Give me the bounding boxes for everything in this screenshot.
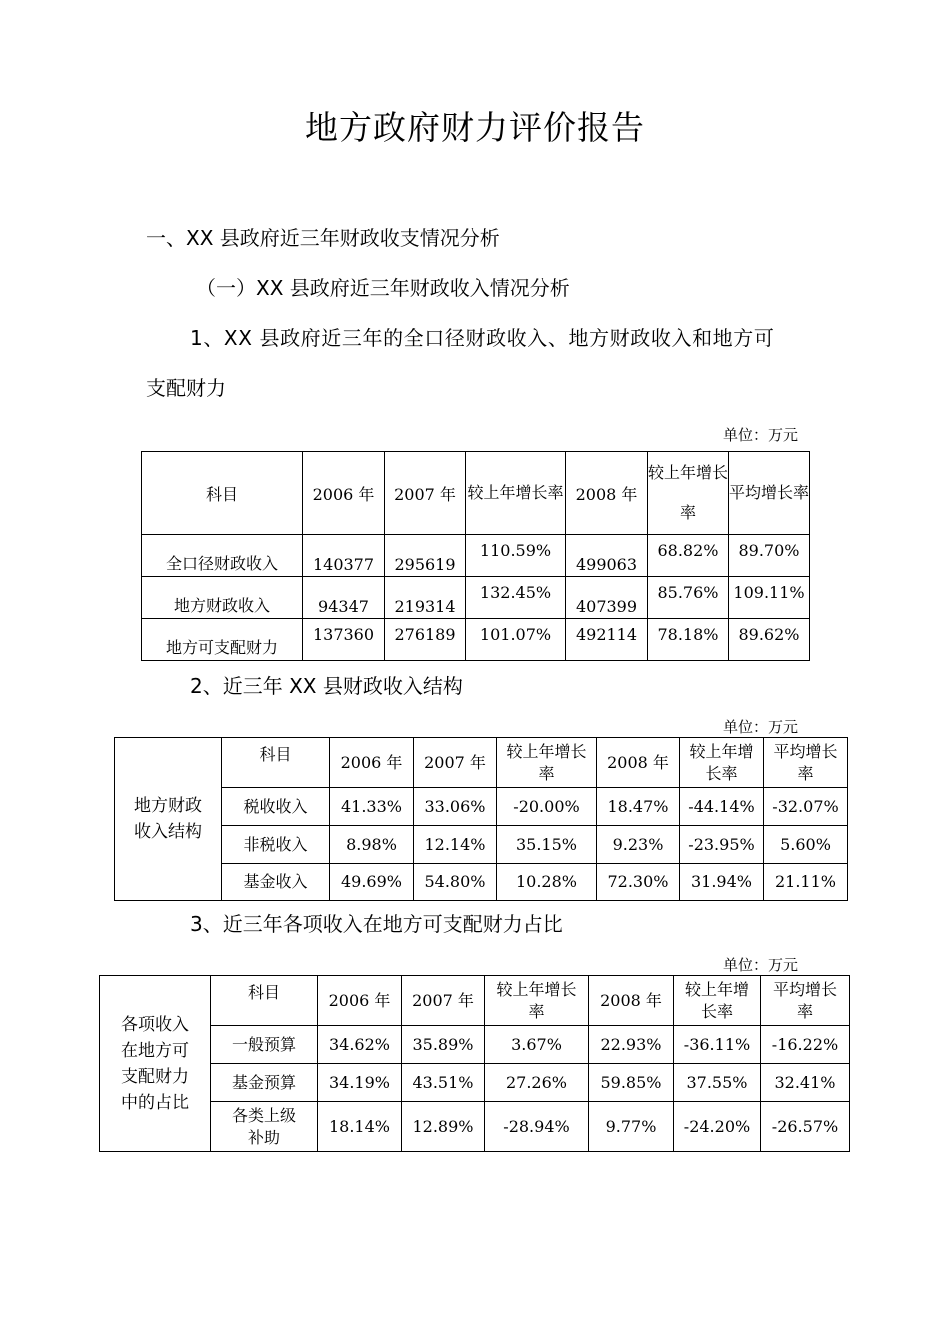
header-cell: 2007 年 <box>402 976 485 1026</box>
cell: 21.11% <box>764 864 848 901</box>
header-cell: 较上年增长率 <box>674 976 761 1026</box>
table-row <box>115 826 848 864</box>
cell: 33.06% <box>414 788 497 826</box>
cell: 59.85% <box>589 1064 674 1102</box>
table-row <box>100 1102 850 1152</box>
cell: 94347 <box>303 577 385 619</box>
cell: -32.07% <box>764 788 848 826</box>
cell: 407399 <box>566 577 648 619</box>
cell: 5.60% <box>764 826 848 864</box>
table-row <box>100 1026 850 1064</box>
cell: 89.62% <box>729 619 810 661</box>
cell: 35.89% <box>402 1026 485 1064</box>
item-heading-1-cont: 支配财力 <box>146 376 226 400</box>
cell: 101.07% <box>466 619 566 661</box>
cell: 10.28% <box>497 864 597 901</box>
cell: 49.69% <box>330 864 414 901</box>
cell: 32.41% <box>761 1064 850 1102</box>
cell: 89.70% <box>729 535 810 577</box>
cell: 18.47% <box>597 788 680 826</box>
page-title: 地方政府财力评价报告 <box>305 108 645 147</box>
header-cell: 2008 年 <box>589 976 674 1026</box>
header-cell: 平均增长率 <box>764 738 848 788</box>
header-cell: 平均增长率 <box>729 452 810 535</box>
cell: 43.51% <box>402 1064 485 1102</box>
cell: 295619 <box>385 535 466 577</box>
cell: 地方财政收入 <box>142 577 303 619</box>
table-header-row <box>115 738 848 788</box>
item-heading-1: 1、XX 县政府近三年的全口径财政收入、地方财政收入和地方可 <box>190 326 775 350</box>
section-heading-1-1: （一）XX 县政府近三年财政收入情况分析 <box>196 276 570 300</box>
cell: 12.89% <box>402 1102 485 1152</box>
cell: 41.33% <box>330 788 414 826</box>
unit-label-1: 单位：万元 <box>723 426 799 444</box>
cell: 132.45% <box>466 577 566 619</box>
table-row <box>100 1064 850 1102</box>
cell: 27.26% <box>485 1064 589 1102</box>
table-row <box>115 788 848 826</box>
table-fiscal-income <box>141 451 810 661</box>
table-row <box>142 535 810 577</box>
table-row <box>142 577 810 619</box>
cell: 一般预算 <box>211 1026 318 1064</box>
header-cell: 2008 年 <box>566 452 648 535</box>
header-cell: 平均增长率 <box>761 976 850 1026</box>
cell: 31.94% <box>680 864 764 901</box>
cell: 基金收入 <box>222 864 330 901</box>
cell: -24.20% <box>674 1102 761 1152</box>
cell: 54.80% <box>414 864 497 901</box>
header-cell: 较上年增长率 <box>485 976 589 1026</box>
table-row <box>115 864 848 901</box>
cell: -20.00% <box>497 788 597 826</box>
cell: 110.59% <box>466 535 566 577</box>
cell: 109.11% <box>729 577 810 619</box>
header-cell: 2008 年 <box>597 738 680 788</box>
header-cell: 2006 年 <box>303 452 385 535</box>
cell: 137360 <box>303 619 385 661</box>
cell: 34.62% <box>318 1026 402 1064</box>
cell: 35.15% <box>497 826 597 864</box>
cell: 非税收入 <box>222 826 330 864</box>
cell: 基金预算 <box>211 1064 318 1102</box>
header-cell: 较上年增长率 <box>466 452 566 535</box>
cell: -36.11% <box>674 1026 761 1064</box>
cell: 各类上级补助 <box>211 1102 318 1152</box>
group-label: 地方财政收入结构 <box>115 738 222 901</box>
cell: 地方可支配财力 <box>142 619 303 661</box>
header-cell: 2006 年 <box>318 976 402 1026</box>
cell: 3.67% <box>485 1026 589 1064</box>
header-cell: 较上年增长率 <box>648 452 729 535</box>
cell: 499063 <box>566 535 648 577</box>
cell: 276189 <box>385 619 466 661</box>
unit-label-2: 单位：万元 <box>723 718 799 736</box>
cell: 37.55% <box>674 1064 761 1102</box>
header-cell: 2006 年 <box>330 738 414 788</box>
cell: 8.98% <box>330 826 414 864</box>
table-income-structure <box>114 737 848 901</box>
cell: 140377 <box>303 535 385 577</box>
header-cell: 2007 年 <box>414 738 497 788</box>
section-heading-1: 一、XX 县政府近三年财政收支情况分析 <box>146 226 500 250</box>
cell: -44.14% <box>680 788 764 826</box>
cell: 22.93% <box>589 1026 674 1064</box>
cell: 68.82% <box>648 535 729 577</box>
header-cell: 2007 年 <box>385 452 466 535</box>
cell: -28.94% <box>485 1102 589 1152</box>
cell: 72.30% <box>597 864 680 901</box>
table-row <box>142 619 810 661</box>
cell: 85.76% <box>648 577 729 619</box>
header-cell: 科目 <box>142 452 303 535</box>
cell: 9.77% <box>589 1102 674 1152</box>
item-heading-3: 3、近三年各项收入在地方可支配财力占比 <box>190 912 563 936</box>
cell: 34.19% <box>318 1064 402 1102</box>
table-header-row <box>142 452 810 535</box>
cell: 78.18% <box>648 619 729 661</box>
unit-label-3: 单位：万元 <box>723 956 799 974</box>
cell: 219314 <box>385 577 466 619</box>
cell: 492114 <box>566 619 648 661</box>
cell: 12.14% <box>414 826 497 864</box>
table-header-row <box>100 976 850 1026</box>
table-disposable-share <box>99 975 850 1152</box>
cell: 18.14% <box>318 1102 402 1152</box>
cell: 全口径财政收入 <box>142 535 303 577</box>
group-label: 各项收入在地方可支配财力中的占比 <box>100 976 211 1152</box>
header-cell: 较上年增长率 <box>680 738 764 788</box>
header-cell: 较上年增长率 <box>497 738 597 788</box>
cell: 9.23% <box>597 826 680 864</box>
cell: -16.22% <box>761 1026 850 1064</box>
cell: -26.57% <box>761 1102 850 1152</box>
item-heading-2: 2、近三年 XX 县财政收入结构 <box>190 674 463 698</box>
cell: -23.95% <box>680 826 764 864</box>
cell: 税收收入 <box>222 788 330 826</box>
header-cell: 科目 <box>222 738 330 788</box>
header-cell: 科目 <box>211 976 318 1026</box>
